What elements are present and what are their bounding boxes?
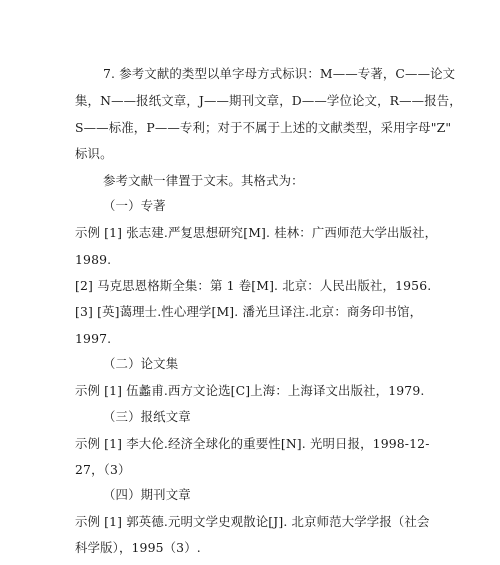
text-line-type-list: 集，N——报纸文章，J——期刊文章，D——学位论文，R——报告，	[75, 93, 462, 108]
section-heading-newspaper: （三）报纸文章	[103, 409, 191, 424]
example-line-newspaper-1b: 27，（3）	[75, 462, 131, 477]
example-line-monograph-3b: 1997.	[75, 331, 112, 346]
example-line-journal-1: 示例 [1] 郭英德.元明文学史观散论[J]. 北京师范大学学报（社会	[75, 514, 430, 529]
text-line-type-intro: 7. 参考文献的类型以单字母方式标识：M——专著，C——论文	[103, 66, 456, 81]
example-line-journal-1b: 科学版），1995（3）.	[75, 540, 201, 555]
text-line-type-list-cont: S——标准，P——专利；对于不属于上述的文献类型，采用字母"Z"	[75, 120, 452, 135]
example-line-monograph-1: 示例 [1] 张志建.严复思想研究[M]. 桂林：广西师范大学出版社，	[75, 225, 438, 240]
section-heading-proceedings: （二）论文集	[103, 356, 179, 371]
example-line-newspaper-1: 示例 [1] 李大伦.经济全球化的重要性[N]. 光明日报，1998-12-	[75, 436, 430, 451]
example-line-monograph-3: [3] [英]蔼理士.性心理学[M]. 潘光旦译注.北京：商务印书馆，	[75, 304, 423, 319]
section-heading-journal: （四）期刊文章	[103, 487, 191, 502]
text-line-type-end: 标识。	[75, 146, 113, 161]
example-line-proceedings-1: 示例 [1] 伍蠡甫.西方文论选[C]上海：上海译文出版社，1979.	[75, 383, 425, 398]
example-line-monograph-1b: 1989.	[75, 252, 112, 267]
example-line-monograph-2: [2] 马克思恩格斯全集：第 1 卷[M]. 北京：人民出版社，1956.	[75, 278, 432, 293]
text-line-format-intro: 参考文献一律置于文末。其格式为：	[103, 173, 304, 188]
section-heading-monograph: （一）专著	[103, 198, 166, 213]
